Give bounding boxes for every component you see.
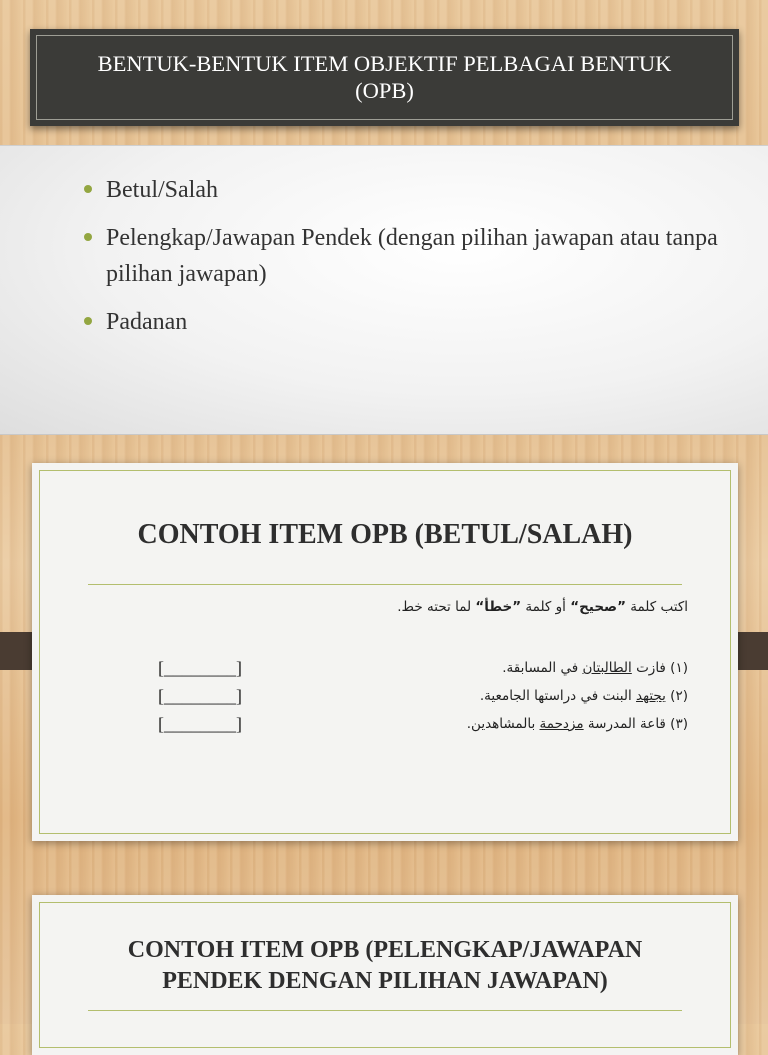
heading-divider bbox=[88, 584, 682, 585]
bullet-dot-icon bbox=[84, 317, 92, 325]
question-text: فازت bbox=[631, 660, 666, 676]
slide3-heading-line2: PENDEK DENGAN PILIHAN JAWAPAN) bbox=[162, 968, 608, 995]
answer-blank-1: [________] bbox=[158, 658, 242, 678]
bullet-item bbox=[84, 304, 724, 340]
question-text: بالمشاهدين. bbox=[466, 716, 540, 732]
question-number: (٣) bbox=[665, 716, 688, 732]
bullet-dot-icon bbox=[84, 233, 92, 241]
instruction-keyword-true: ”صحيح“ bbox=[570, 599, 626, 615]
instruction-keyword-false: ”خطأ“ bbox=[475, 599, 522, 615]
slide1-title-line1: BENTUK-BENTUK ITEM OBJEKTIF PELBAGAI BENTUK bbox=[97, 50, 672, 76]
bullet-list bbox=[84, 172, 724, 352]
slide2-card bbox=[32, 463, 738, 841]
question-text: البنت في دراستها الجامعية. bbox=[479, 688, 637, 704]
bullet-dot-icon bbox=[84, 185, 92, 193]
heading-divider bbox=[88, 1010, 682, 1011]
slide3-card bbox=[32, 895, 738, 1055]
bullet-text: Betul/Salah bbox=[106, 177, 218, 203]
question-underlined-word: يجتهد bbox=[636, 688, 666, 704]
bullet-text: Pelengkap/Jawapan Pendek (dengan pilihan jawapan atau tanpa pilihan jawapan) bbox=[106, 225, 718, 287]
slide1-content bbox=[0, 145, 768, 435]
question-underlined-word: الطالبتان bbox=[582, 660, 632, 676]
instruction-text bbox=[88, 599, 688, 615]
question-underlined-word: مزدحمة bbox=[539, 716, 584, 732]
instruction-part: لما تحته خط. bbox=[397, 599, 476, 615]
question-text: قاعة المدرسة bbox=[583, 716, 666, 732]
slide3-heading bbox=[32, 935, 738, 997]
question-3 bbox=[328, 716, 688, 732]
slide1-title-line2: (OPB) bbox=[355, 77, 414, 103]
slide1-title bbox=[36, 35, 733, 120]
slide2-heading: CONTOH ITEM OPB (BETUL/SALAH) bbox=[137, 519, 633, 550]
bullet-item bbox=[84, 220, 724, 292]
slide3-heading-line1: CONTOH ITEM OPB (PELENGKAP/JAWAPAN bbox=[127, 937, 643, 963]
question-text: في المسابقة. bbox=[502, 660, 583, 676]
answer-blank-3: [________] bbox=[158, 714, 242, 734]
question-2 bbox=[328, 688, 688, 704]
question-number: (٢) bbox=[665, 688, 688, 704]
bullet-text: Padanan bbox=[106, 309, 188, 335]
question-number: (١) bbox=[665, 660, 688, 676]
slide1-title-band bbox=[30, 29, 739, 126]
instruction-part: أو كلمة bbox=[521, 599, 571, 615]
question-1 bbox=[328, 660, 688, 676]
answer-blank-2: [________] bbox=[158, 686, 242, 706]
bullet-item bbox=[84, 172, 724, 208]
instruction-part: اكتب كلمة bbox=[625, 599, 688, 615]
